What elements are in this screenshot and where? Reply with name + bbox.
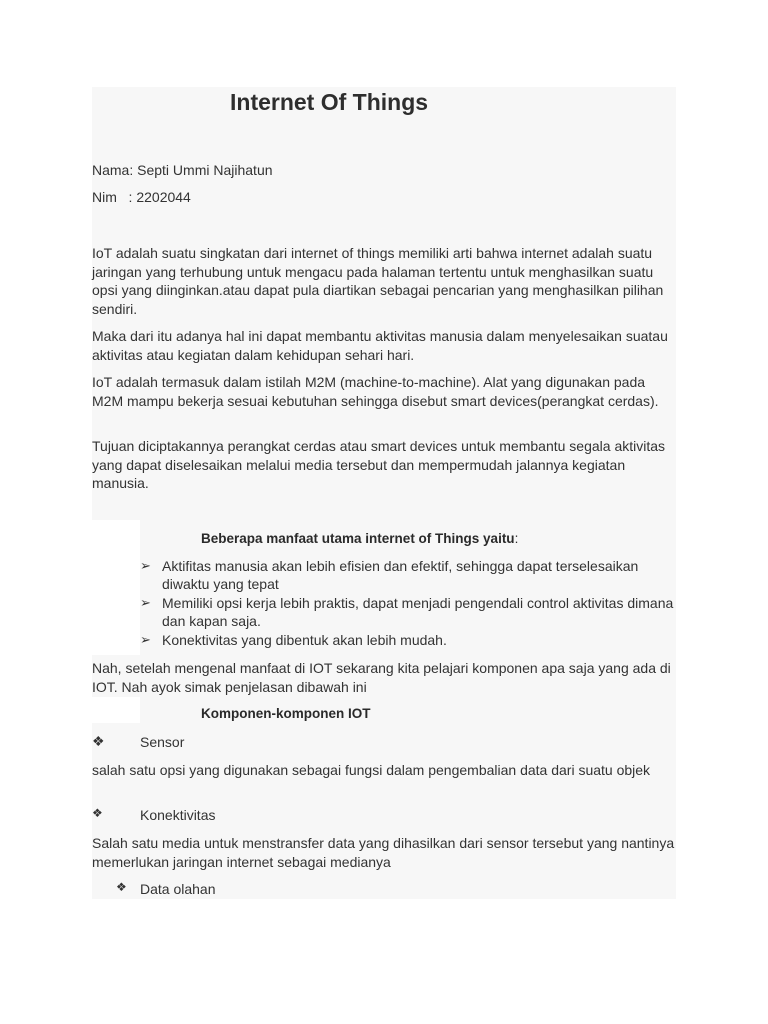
component-label-data-olahan: Data olahan [140, 881, 216, 897]
component-label-konektivitas: Konektivitas [140, 807, 216, 823]
benefit-text: Aktifitas manusia akan lebih efisien dan efektif, sehingga dapat terselesaikan diwaktu yang tepat [162, 558, 639, 592]
benefits-list [140, 557, 676, 650]
list-item [140, 594, 676, 630]
list-item [140, 631, 676, 649]
intro-paragraph-1: IoT adalah suatu singkatan dari internet of things memiliki arti bahwa internet adalah suatu jaringan yang terhubung untuk mengacu pada halaman tertentu untuk menghasilkan suatu opsi yang diinginkan.atau dapat pula diartikan sebagai pencarian yang menghasilkan pilihan sendiri. [92, 245, 664, 317]
benefits-heading-text: Beberapa manfaat utama internet of Things yaitu [201, 531, 515, 546]
arrow-bullet-icon: ➢ [140, 595, 151, 610]
component-label-sensor: Sensor [140, 734, 185, 750]
indent-gap-components [92, 697, 140, 723]
benefit-text: Konektivitas yang dibentuk akan lebih mudah. [162, 632, 447, 648]
component-description-konektivitas: Salah satu media untuk menstransfer data yang dihasilkan dari sensor tersebut yang nantinya memerlukan jaringan internet sebagai medianya [92, 835, 675, 870]
benefits-heading-colon: : [514, 531, 519, 546]
author-name: Nama: Septi Ummi Najihatun [92, 162, 273, 178]
components-heading: Komponen-komponen IOT [201, 706, 371, 721]
arrow-bullet-icon: ➢ [140, 632, 151, 647]
diamond-bullet-icon: ❖ [92, 733, 105, 749]
indent-gap-benefits [92, 520, 140, 655]
list-item [140, 557, 676, 593]
component-description-sensor: salah satu opsi yang digunakan sebagai fungsi dalam pengembalian data dari suatu objek [92, 762, 651, 778]
benefits-heading [201, 531, 518, 546]
diamond-bullet-icon: ❖ [116, 880, 127, 894]
intro-paragraph-4: Tujuan diciptakannya perangkat cerdas atau smart devices untuk membantu segala aktivitas yang dapat diselesaikan melalui media tersebut dan mempermudah jalannya kegiatan manusia. [92, 438, 666, 491]
benefit-text: Memiliki opsi kerja lebih praktis, dapat menjadi pengendali control aktivitas dimana dan kapan saja. [162, 595, 674, 629]
transition-paragraph: Nah, setelah mengenal manfaat di IOT sekarang kita pelajari komponen apa saja yang ada di IOT. Nah ayok simak penjelasan dibawah ini [92, 660, 671, 695]
intro-paragraph-3: IoT adalah termasuk dalam istilah M2M (machine-to-machine). Alat yang digunakan pada M2M mampu bekerja sesuai kebutuhan sehingga disebut smart devices(perangkat cerdas). [92, 374, 659, 409]
student-id: Nim : 2202044 [92, 189, 191, 205]
document-title: Internet Of Things [230, 89, 429, 115]
intro-paragraph-2: Maka dari itu adanya hal ini dapat membantu aktivitas manusia dalam menyelesaikan suatau aktivitas atau kegiatan dalam kehidupan sehari hari. [92, 328, 668, 363]
arrow-bullet-icon: ➢ [140, 558, 151, 573]
diamond-bullet-icon: ❖ [92, 806, 103, 820]
